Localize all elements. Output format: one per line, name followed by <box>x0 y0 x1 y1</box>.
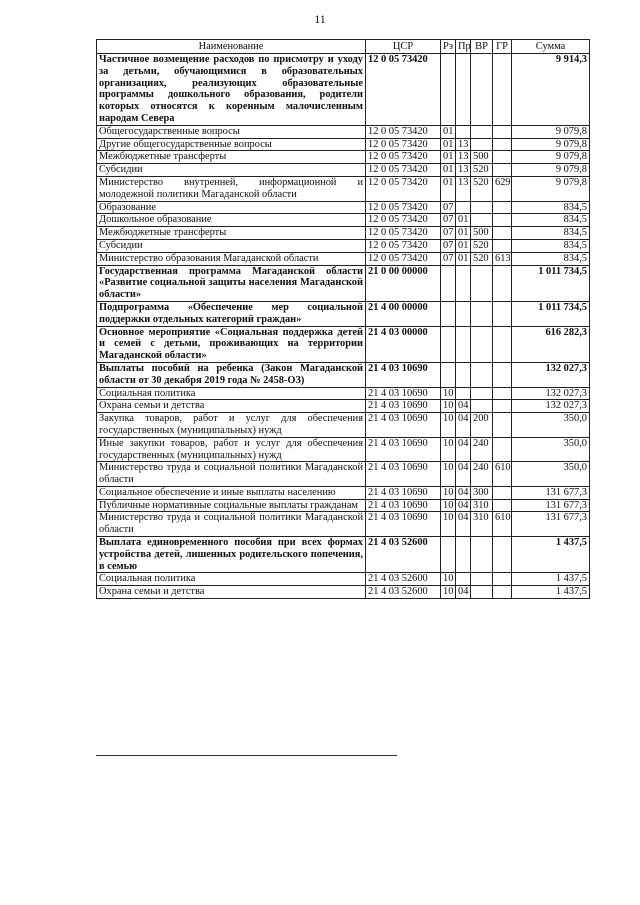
row-name: Межбюджетные трансферты <box>97 227 366 240</box>
row-vr: 520 <box>471 239 493 252</box>
row-vr <box>471 214 493 227</box>
table-row <box>97 462 590 487</box>
row-pr: 13 <box>456 164 471 177</box>
row-sum: 1 437,5 <box>512 537 590 573</box>
row-pr: 01 <box>456 214 471 227</box>
table-row <box>97 125 590 138</box>
row-gr <box>493 164 512 177</box>
row-name: Образование <box>97 201 366 214</box>
row-rz: 10 <box>441 387 456 400</box>
row-gr <box>493 239 512 252</box>
row-pr <box>456 265 471 301</box>
row-rz: 10 <box>441 573 456 586</box>
row-pr: 04 <box>456 400 471 413</box>
row-csr: 12 0 05 73420 <box>366 176 441 201</box>
row-gr: 610 <box>493 462 512 487</box>
row-rz: 10 <box>441 586 456 599</box>
row-gr <box>493 138 512 151</box>
row-csr: 21 4 03 10690 <box>366 362 441 387</box>
row-name: Другие общегосударственные вопросы <box>97 138 366 151</box>
row-pr: 13 <box>456 138 471 151</box>
row-rz: 01 <box>441 138 456 151</box>
row-vr: 520 <box>471 176 493 201</box>
row-vr: 500 <box>471 151 493 164</box>
table-row <box>97 54 590 126</box>
row-name: Министерство внутренней, информационной и молодежной политики Магаданской области <box>97 176 366 201</box>
row-vr <box>471 301 493 326</box>
row-gr <box>493 326 512 362</box>
row-csr: 12 0 05 73420 <box>366 164 441 177</box>
row-rz: 10 <box>441 486 456 499</box>
row-gr <box>493 387 512 400</box>
row-rz: 07 <box>441 201 456 214</box>
table-row <box>97 138 590 151</box>
row-gr <box>493 54 512 126</box>
table-row <box>97 537 590 573</box>
row-rz: 01 <box>441 164 456 177</box>
page-number: 11 <box>314 12 326 26</box>
row-rz: 01 <box>441 125 456 138</box>
row-gr <box>493 301 512 326</box>
row-name: Министерство труда и социальной политики Магаданской области <box>97 462 366 487</box>
row-csr: 21 4 03 52600 <box>366 573 441 586</box>
row-sum: 132 027,3 <box>512 387 590 400</box>
header-sum: Сумма <box>512 40 590 54</box>
row-vr <box>471 138 493 151</box>
row-gr <box>493 573 512 586</box>
row-vr <box>471 400 493 413</box>
table-row <box>97 164 590 177</box>
row-pr: 01 <box>456 239 471 252</box>
row-vr <box>471 201 493 214</box>
row-vr: 240 <box>471 437 493 462</box>
row-csr: 21 4 03 10690 <box>366 486 441 499</box>
row-pr: 04 <box>456 486 471 499</box>
header-pr: Пр <box>456 40 471 54</box>
row-sum: 1 011 734,5 <box>512 265 590 301</box>
table-row <box>97 512 590 537</box>
row-rz <box>441 301 456 326</box>
row-pr: 13 <box>456 176 471 201</box>
row-vr: 300 <box>471 486 493 499</box>
row-vr: 520 <box>471 252 493 265</box>
row-pr: 01 <box>456 227 471 240</box>
row-csr: 21 4 03 10690 <box>366 400 441 413</box>
row-csr: 12 0 05 73420 <box>366 201 441 214</box>
row-gr <box>493 265 512 301</box>
row-gr <box>493 537 512 573</box>
row-vr: 500 <box>471 227 493 240</box>
row-rz: 01 <box>441 176 456 201</box>
row-csr: 21 4 03 10690 <box>366 512 441 537</box>
row-name: Охрана семьи и детства <box>97 586 366 599</box>
row-gr <box>493 214 512 227</box>
row-rz: 07 <box>441 214 456 227</box>
table-row <box>97 573 590 586</box>
table-row <box>97 437 590 462</box>
row-pr: 04 <box>456 499 471 512</box>
row-rz: 07 <box>441 252 456 265</box>
table-row <box>97 362 590 387</box>
row-sum: 350,0 <box>512 437 590 462</box>
row-csr: 12 0 05 73420 <box>366 214 441 227</box>
row-sum: 132 027,3 <box>512 362 590 387</box>
row-pr: 04 <box>456 586 471 599</box>
row-name: Государственная программа Магаданской области «Развитие социальной защиты населения Магаданской области» <box>97 265 366 301</box>
table-row <box>97 486 590 499</box>
row-rz <box>441 54 456 126</box>
row-name: Социальная политика <box>97 573 366 586</box>
row-vr <box>471 387 493 400</box>
row-pr <box>456 362 471 387</box>
row-csr: 21 4 03 10690 <box>366 413 441 438</box>
row-rz <box>441 537 456 573</box>
row-gr <box>493 413 512 438</box>
row-pr: 04 <box>456 512 471 537</box>
row-csr: 12 0 05 73420 <box>366 125 441 138</box>
row-vr <box>471 362 493 387</box>
row-name: Публичные нормативные социальные выплаты гражданам <box>97 499 366 512</box>
row-csr: 21 4 03 10690 <box>366 499 441 512</box>
table-row <box>97 201 590 214</box>
table-row <box>97 499 590 512</box>
row-gr <box>493 362 512 387</box>
header-vr: ВР <box>471 40 493 54</box>
row-sum: 616 282,3 <box>512 326 590 362</box>
row-name: Выплата единовременного пособия при всех формах устройства детей, лишенных родительского попечения, в семью <box>97 537 366 573</box>
table-body <box>97 54 590 599</box>
row-gr <box>493 586 512 599</box>
row-sum: 9 079,8 <box>512 151 590 164</box>
row-pr: 01 <box>456 252 471 265</box>
row-sum: 9 079,8 <box>512 125 590 138</box>
row-name: Дошкольное образование <box>97 214 366 227</box>
row-gr <box>493 125 512 138</box>
row-name: Межбюджетные трансферты <box>97 151 366 164</box>
row-pr <box>456 54 471 126</box>
row-csr: 21 4 00 00000 <box>366 301 441 326</box>
row-csr: 21 4 03 10690 <box>366 437 441 462</box>
row-gr <box>493 400 512 413</box>
row-name: Субсидии <box>97 164 366 177</box>
row-sum: 350,0 <box>512 413 590 438</box>
row-sum: 9 079,8 <box>512 176 590 201</box>
table-row <box>97 586 590 599</box>
row-sum: 1 011 734,5 <box>512 301 590 326</box>
row-pr <box>456 387 471 400</box>
table-row <box>97 176 590 201</box>
table-row <box>97 227 590 240</box>
table-row <box>97 265 590 301</box>
row-name: Охрана семьи и детства <box>97 400 366 413</box>
row-csr: 12 0 05 73420 <box>366 239 441 252</box>
row-pr <box>456 125 471 138</box>
row-name: Частичное возмещение расходов по присмотру и уходу за детьми, обучающимися в образовательных организациях, реализующих образовательные программы дошкольного образования, родители которых относятся к коренным малочисленным народам Севера <box>97 54 366 126</box>
row-vr <box>471 125 493 138</box>
table-row <box>97 151 590 164</box>
row-name: Основное мероприятие «Социальная поддержка детей и семей с детьми, проживающих на территории Магаданской области» <box>97 326 366 362</box>
table-row <box>97 413 590 438</box>
row-csr: 21 4 03 10690 <box>366 462 441 487</box>
row-vr: 200 <box>471 413 493 438</box>
row-rz <box>441 326 456 362</box>
row-csr: 21 4 03 52600 <box>366 537 441 573</box>
row-gr <box>493 227 512 240</box>
row-name: Выплаты пособий на ребенка (Закон Магаданской области от 30 декабря 2019 года № 2458-ОЗ) <box>97 362 366 387</box>
header-name: Наименование <box>97 40 366 54</box>
row-sum: 1 437,5 <box>512 586 590 599</box>
row-vr: 240 <box>471 462 493 487</box>
table-row <box>97 239 590 252</box>
row-rz: 10 <box>441 413 456 438</box>
row-name: Социальная политика <box>97 387 366 400</box>
row-name: Социальное обеспечение и иные выплаты населению <box>97 486 366 499</box>
row-rz <box>441 362 456 387</box>
row-vr: 520 <box>471 164 493 177</box>
row-rz: 01 <box>441 151 456 164</box>
row-csr: 21 4 03 10690 <box>366 387 441 400</box>
row-gr <box>493 151 512 164</box>
row-sum: 131 677,3 <box>512 499 590 512</box>
table-row <box>97 252 590 265</box>
footnote-rule <box>96 755 397 756</box>
row-rz: 07 <box>441 239 456 252</box>
row-sum: 131 677,3 <box>512 512 590 537</box>
row-name: Министерство труда и социальной политики Магаданской области <box>97 512 366 537</box>
row-gr <box>493 437 512 462</box>
row-pr: 04 <box>456 462 471 487</box>
row-name: Закупка товаров, работ и услуг для обеспечения государственных (муниципальных) нужд <box>97 413 366 438</box>
row-pr <box>456 537 471 573</box>
row-rz: 10 <box>441 512 456 537</box>
row-sum: 1 437,5 <box>512 573 590 586</box>
table-row <box>97 387 590 400</box>
row-pr: 13 <box>456 151 471 164</box>
row-sum: 834,5 <box>512 214 590 227</box>
row-sum: 834,5 <box>512 227 590 240</box>
row-vr <box>471 586 493 599</box>
table-row <box>97 326 590 362</box>
row-gr <box>493 499 512 512</box>
budget-table <box>96 39 590 599</box>
header-csr: ЦСР <box>366 40 441 54</box>
header-gr: ГР <box>493 40 512 54</box>
row-csr: 21 4 03 52600 <box>366 586 441 599</box>
row-pr <box>456 301 471 326</box>
row-csr: 21 4 03 00000 <box>366 326 441 362</box>
row-rz: 10 <box>441 437 456 462</box>
row-rz: 10 <box>441 462 456 487</box>
row-vr: 310 <box>471 512 493 537</box>
header-rz: Рз <box>441 40 456 54</box>
row-vr <box>471 537 493 573</box>
row-sum: 9 079,8 <box>512 138 590 151</box>
row-csr: 12 0 05 73420 <box>366 151 441 164</box>
row-gr: 613 <box>493 252 512 265</box>
row-pr <box>456 573 471 586</box>
table-row <box>97 214 590 227</box>
row-sum: 9 914,3 <box>512 54 590 126</box>
row-vr <box>471 573 493 586</box>
row-csr: 21 0 00 00000 <box>366 265 441 301</box>
row-name: Субсидии <box>97 239 366 252</box>
row-csr: 12 0 05 73420 <box>366 54 441 126</box>
row-sum: 9 079,8 <box>512 164 590 177</box>
row-sum: 132 027,3 <box>512 400 590 413</box>
row-name: Иные закупки товаров, работ и услуг для обеспечения государственных (муниципальных) нужд <box>97 437 366 462</box>
row-rz: 10 <box>441 499 456 512</box>
row-pr <box>456 201 471 214</box>
row-sum: 131 677,3 <box>512 486 590 499</box>
row-gr: 610 <box>493 512 512 537</box>
row-name: Подпрограмма «Обеспечение мер социальной поддержки отдельных категорий граждан» <box>97 301 366 326</box>
row-vr <box>471 326 493 362</box>
row-sum: 350,0 <box>512 462 590 487</box>
row-csr: 12 0 05 73420 <box>366 138 441 151</box>
table-row <box>97 301 590 326</box>
table-row <box>97 400 590 413</box>
row-vr: 310 <box>471 499 493 512</box>
row-csr: 12 0 05 73420 <box>366 227 441 240</box>
row-pr <box>456 326 471 362</box>
row-vr <box>471 265 493 301</box>
row-vr <box>471 54 493 126</box>
row-sum: 834,5 <box>512 201 590 214</box>
row-pr: 04 <box>456 437 471 462</box>
row-pr: 04 <box>456 413 471 438</box>
row-sum: 834,5 <box>512 239 590 252</box>
row-gr <box>493 486 512 499</box>
row-sum: 834,5 <box>512 252 590 265</box>
row-csr: 12 0 05 73420 <box>366 252 441 265</box>
row-rz <box>441 265 456 301</box>
row-rz: 10 <box>441 400 456 413</box>
table-header <box>97 40 590 54</box>
row-name: Министерство образования Магаданской области <box>97 252 366 265</box>
row-rz: 07 <box>441 227 456 240</box>
row-gr: 629 <box>493 176 512 201</box>
row-name: Общегосударственные вопросы <box>97 125 366 138</box>
row-gr <box>493 201 512 214</box>
